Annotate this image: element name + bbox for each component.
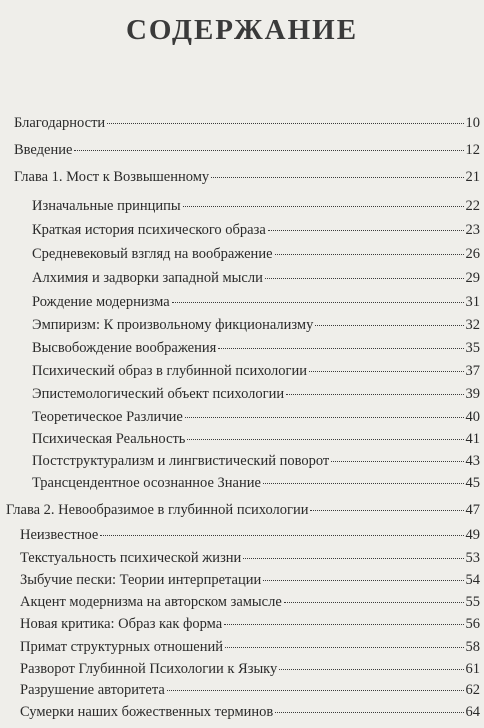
toc-entry-label: Введение [14,142,73,158]
dot-leader [268,230,464,231]
toc-entry-label: Акцент модернизма на авторском замысле [20,594,282,610]
dot-leader [100,535,463,536]
toc-entry-label: Алхимия и задворки западной мысли [32,270,263,286]
toc-page-number: 29 [465,270,480,286]
toc-entry[interactable] [20,571,480,589]
toc-entry-label: Текстуальность психической жизни [20,550,242,566]
toc-page-number: 49 [465,527,480,543]
dot-leader [275,712,463,713]
dot-leader [286,394,463,395]
dot-leader [275,254,464,255]
toc-entry[interactable] [20,703,480,721]
toc-page-number: 39 [465,386,480,402]
toc-page-number: 64 [465,704,480,720]
toc-page-number: 61 [465,661,480,677]
toc-page-number: 12 [465,142,480,158]
toc-entry[interactable] [20,638,480,656]
toc-page-number: 41 [465,431,480,447]
toc-entry-label: Краткая история психического образа [32,222,266,238]
toc-page-number: 10 [465,115,480,131]
toc-entry[interactable] [20,549,480,567]
toc-entry-label: Высвобождение воображения [32,340,217,356]
toc-entry[interactable] [32,474,480,492]
toc-entry-label: Эмпиризм: К произвольному фикционализму [32,317,314,333]
dot-leader [284,602,464,603]
toc-page-number: 23 [465,222,480,238]
toc-entry-label: Примат структурных отношений [20,639,223,655]
toc-page-number: 40 [465,409,480,425]
toc-page-number: 31 [465,294,480,310]
dot-leader [183,206,464,207]
dot-leader [263,483,464,484]
dot-leader [263,580,463,581]
toc-entry-label: Благодарности [14,115,106,131]
toc-entry[interactable] [32,362,480,380]
toc-entry[interactable] [32,339,480,357]
toc-entry[interactable] [32,452,480,470]
toc-entry-label: Глава 2. Невообразимое в глубинной психологии [6,502,309,518]
toc-entry-label: Трансцендентное осознанное Знание [32,475,261,491]
dot-leader [172,302,464,303]
toc-page-number: 62 [465,682,480,698]
dot-leader [224,624,463,625]
dot-leader [265,278,464,279]
toc-entry[interactable] [20,526,480,544]
toc-entry-label: Зыбучие пески: Теории интерпретации [20,572,262,588]
toc-entry-label: Изначальные принципы [32,198,181,214]
dot-leader [107,123,463,124]
toc-entry[interactable] [32,316,480,334]
toc-entry-label: Разрушение авторитета [20,682,165,698]
toc-page-number: 35 [465,340,480,356]
toc-entry[interactable] [32,269,480,287]
toc-page-number: 26 [465,246,480,262]
toc-page-number: 45 [465,475,480,491]
toc-page-number: 32 [465,317,480,333]
toc-entry-label: Эпистемологический объект психологии [32,386,285,402]
dot-leader [309,371,464,372]
toc-page-number: 56 [465,616,480,632]
dot-leader [310,510,463,511]
dot-leader [331,461,463,462]
toc-entry-label: Сумерки наших божественных терминов [20,704,274,720]
page-title: СОДЕРЖАНИЕ [125,14,359,46]
toc-entry[interactable] [32,293,480,311]
toc-entry[interactable] [20,660,480,678]
toc-entry[interactable] [32,197,480,215]
toc-entry-label: Рождение модернизма [32,294,170,310]
toc-entry[interactable] [32,385,480,403]
toc-page-number: 47 [465,502,480,518]
dot-leader [243,558,463,559]
toc-page-number: 21 [465,169,480,185]
toc-entry-label: Средневековый взгляд на воображение [32,246,273,262]
toc-entry-label: Постструктурализм и лингвистический поворот [32,453,330,469]
toc-entry-label: Новая критика: Образ как форма [20,616,223,632]
dot-leader [187,439,463,440]
toc-entry[interactable] [32,408,480,426]
dot-leader [315,325,463,326]
dot-leader [225,647,464,648]
toc-entry-label: Психическая Реальность [32,431,186,447]
toc-entry[interactable] [20,593,480,611]
dot-leader [211,177,463,178]
dot-leader [185,417,464,418]
toc-entry[interactable] [32,221,480,239]
dot-leader [74,150,463,151]
dot-leader [218,348,463,349]
toc-page-number: 58 [465,639,480,655]
toc-entry-label: Неизвестное [20,527,99,543]
toc-page-number: 37 [465,363,480,379]
toc-entry[interactable] [20,681,480,699]
toc-page-number: 43 [465,453,480,469]
toc-entry-label: Психический образ в глубинной психологии [32,363,307,379]
toc-entry-label: Теоретическое Различие [32,409,183,425]
toc-page-number: 22 [465,198,480,214]
toc-entry-introduction[interactable] [14,141,480,159]
toc-entry[interactable] [32,430,480,448]
toc-entry[interactable] [32,245,480,263]
toc-entry-chapter-1[interactable] [14,168,480,186]
toc-entry-chapter-2[interactable] [6,501,480,519]
dot-leader [167,690,464,691]
dot-leader [279,669,463,670]
toc-entry-acknowledgements[interactable] [14,114,480,132]
toc-page-number: 55 [465,594,480,610]
toc-entry-label: Разворот Глубинной Психологии к Языку [20,661,278,677]
toc-page-number: 54 [465,572,480,588]
toc-entry[interactable] [20,615,480,633]
toc-page-number: 53 [465,550,480,566]
toc-entry-label: Глава 1. Мост к Возвышенному [14,169,210,185]
